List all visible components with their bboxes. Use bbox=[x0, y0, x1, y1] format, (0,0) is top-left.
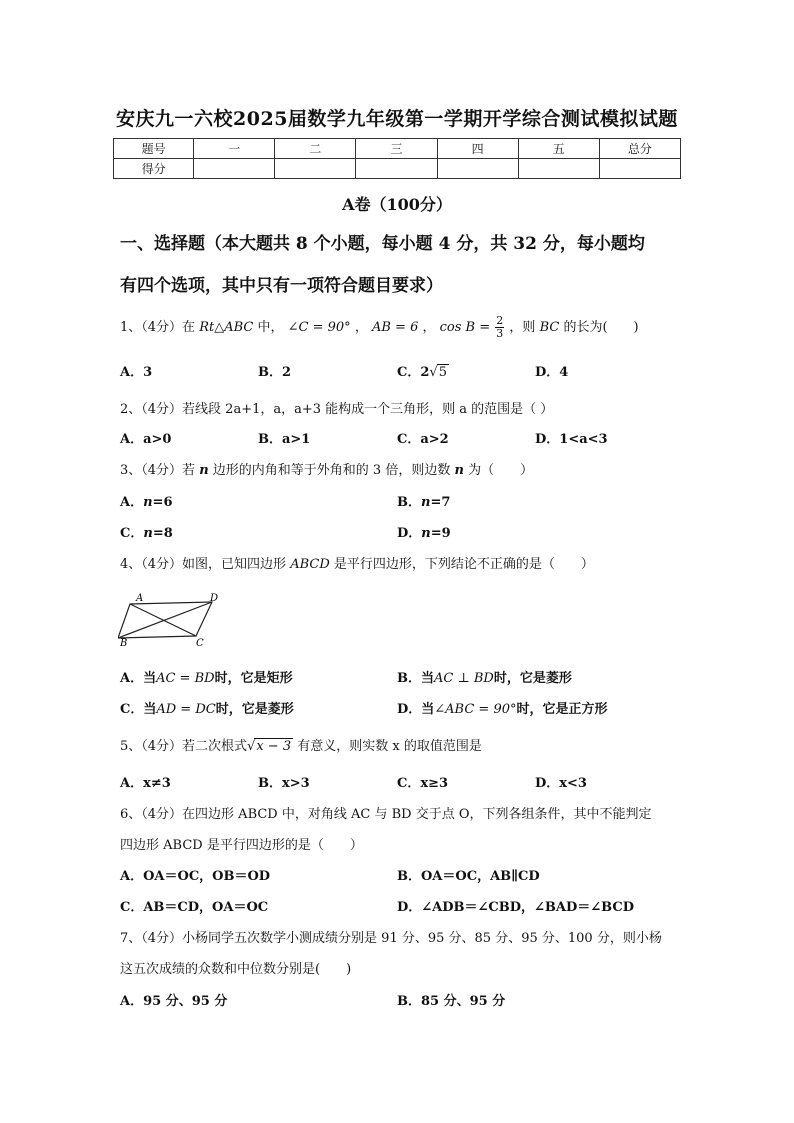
q1-option-c[interactable]: C．2√5 bbox=[397, 365, 447, 380]
q5-option-c[interactable]: C．x≥3 bbox=[397, 776, 449, 791]
q1-ab: AB = 6 bbox=[371, 320, 419, 335]
score-header-cell: 四 bbox=[437, 139, 518, 159]
score-cell[interactable] bbox=[356, 159, 437, 179]
q5-option-a[interactable]: A．x≠3 bbox=[120, 776, 171, 791]
q1-option-b[interactable]: B．2 bbox=[258, 365, 292, 380]
score-table-header-row bbox=[114, 139, 681, 159]
question-2-stem: 2、（4分）若线段 2a+1，a，a+3 能构成一个三角形，则 a 的范围是（ ） bbox=[120, 402, 554, 417]
question-5-stem: 5、（4分）若二次根式√x − 3 有意义，则实数 x 的取值范围是 bbox=[120, 739, 482, 754]
q2-option-c[interactable]: C．a>2 bbox=[397, 432, 449, 447]
q4-shape: ABCD bbox=[290, 557, 330, 572]
parallelogram-figure bbox=[118, 590, 228, 646]
score-table bbox=[113, 138, 681, 179]
score-table-score-row bbox=[114, 159, 681, 179]
sqrt-sign-icon: √ bbox=[247, 739, 256, 754]
vertex-label-d: D bbox=[210, 593, 219, 604]
q5-option-b[interactable]: B．x>3 bbox=[258, 776, 310, 791]
score-header-cell: 五 bbox=[518, 139, 599, 159]
q3-n-var: n bbox=[454, 463, 464, 478]
score-cell[interactable] bbox=[275, 159, 356, 179]
q3-option-d[interactable]: D．n=9 bbox=[397, 526, 451, 541]
q1-triangle: Rt△ABC bbox=[199, 320, 254, 335]
score-header-cell: 三 bbox=[356, 139, 437, 159]
q4-option-c[interactable]: C．当AD = DC时，它是菱形 bbox=[120, 702, 294, 717]
score-header-cell: 二 bbox=[275, 139, 356, 159]
question-4-stem: 4、（4分）如图，已知四边形 ABCD 是平行四边形，下列结论不正确的是（ ） bbox=[120, 557, 594, 572]
score-header-cell: 总分 bbox=[599, 139, 680, 159]
question-7-stem-line1: 7、（4分）小杨同学五次数学小测成绩分别是 91 分、95 分、85 分、95 分、100 分，则小杨 bbox=[120, 931, 662, 946]
vertex-label-b: B bbox=[120, 638, 128, 646]
q3-n-var: n bbox=[199, 463, 209, 478]
q7-option-a[interactable]: A．95 分、95 分 bbox=[120, 994, 228, 1009]
q4-option-a[interactable]: A．当AC = BD时，它是矩形 bbox=[120, 671, 293, 686]
diagonal-ac bbox=[130, 604, 196, 636]
question-7-stem-line2: 这五次成绩的众数和中位数分别是( ) bbox=[120, 962, 352, 977]
q1-option-d[interactable]: D．4 bbox=[535, 365, 569, 380]
q1-bc: BC bbox=[539, 320, 560, 335]
score-header-cell: 一 bbox=[194, 139, 275, 159]
score-cell[interactable] bbox=[194, 159, 275, 179]
part-heading-line1: 一、选择题（本大题共 8 个小题，每小题 4 分，共 32 分，每小题均 bbox=[120, 234, 645, 254]
vertex-label-a: A bbox=[136, 593, 144, 604]
q1-cos: cos B = bbox=[439, 320, 491, 335]
q3-option-c[interactable]: C．n=8 bbox=[120, 526, 173, 541]
question-6-stem-line2: 四边形 ABCD 是平行四边形的是（ ） bbox=[120, 838, 363, 853]
q4-option-d[interactable]: D．当∠ABC = 90°时，它是正方形 bbox=[397, 702, 608, 717]
q5-option-d[interactable]: D．x<3 bbox=[535, 776, 587, 791]
sqrt-sign-icon: √ bbox=[429, 365, 438, 380]
score-row-label: 得分 bbox=[114, 159, 194, 179]
q1-option-a[interactable]: A．3 bbox=[120, 365, 153, 380]
question-1-stem: 1、（4分）在 Rt△ABC 中， ∠C = 90° ， AB = 6 ， cos B = $\frac{2}{3}$ ，则 BC 的长为( ) bbox=[120, 314, 639, 340]
question-3-stem: 3、（4分）若 n 边形的内角和等于外角和的 3 倍，则边数 n 为（ ） bbox=[120, 463, 534, 478]
question-6-stem-line1: 6、（4分）在四边形 ABCD 中，对角线 AC 与 BD 交于点 O，下列各组条件，其中不能判定 bbox=[120, 807, 652, 822]
score-cell[interactable] bbox=[437, 159, 518, 179]
section-title: A卷（100分） bbox=[342, 195, 452, 214]
score-header-cell: 题号 bbox=[114, 139, 194, 159]
q7-option-b[interactable]: B．85 分、95 分 bbox=[397, 994, 506, 1009]
vertex-label-c: C bbox=[196, 638, 204, 646]
q1-angle: ∠C = 90° bbox=[287, 320, 351, 335]
q2-option-a[interactable]: A．a>0 bbox=[120, 432, 172, 447]
q3-option-b[interactable]: B．n=7 bbox=[397, 495, 451, 510]
q4-option-b[interactable]: B．当AC ⊥ BD时，它是菱形 bbox=[397, 671, 572, 686]
q5-radicand: x − 3 bbox=[256, 739, 292, 754]
q6-option-c[interactable]: C．AB＝CD，OA＝OC bbox=[120, 900, 269, 915]
q2-option-d[interactable]: D．1<a<3 bbox=[535, 432, 608, 447]
q6-option-b[interactable]: B．OA＝OC，AB∥CD bbox=[397, 869, 540, 884]
score-cell[interactable] bbox=[518, 159, 599, 179]
q6-option-a[interactable]: A．OA＝OC，OB＝OD bbox=[120, 869, 271, 884]
q1-fraction: $\frac{2}{3}$ bbox=[496, 314, 504, 340]
q2-option-b[interactable]: B．a>1 bbox=[258, 432, 311, 447]
score-cell[interactable] bbox=[599, 159, 680, 179]
q3-option-a[interactable]: A．n=6 bbox=[120, 495, 173, 510]
exam-title: 安庆九一六校2025届数学九年级第一学期开学综合测试模拟试题 bbox=[116, 108, 678, 130]
q6-option-d[interactable]: D．∠ADB＝∠CBD，∠BAD＝∠BCD bbox=[397, 900, 634, 915]
part-heading-line2: 有四个选项，其中只有一项符合题目要求） bbox=[120, 276, 443, 296]
